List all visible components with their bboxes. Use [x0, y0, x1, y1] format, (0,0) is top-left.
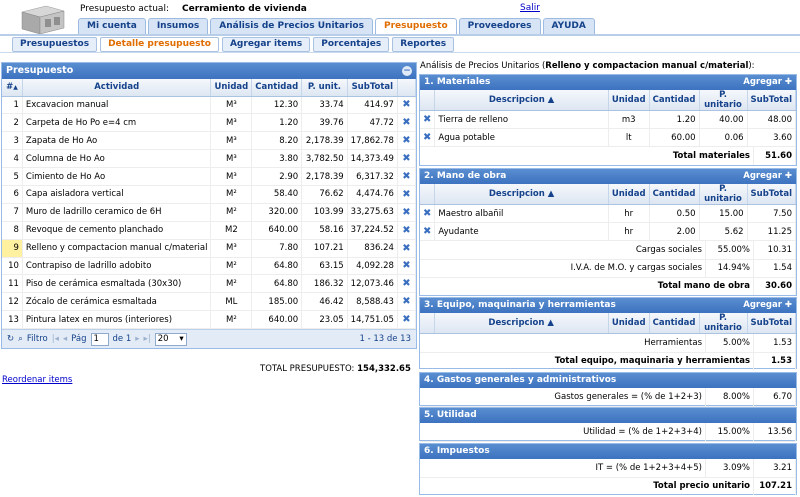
table-row[interactable] [2, 114, 416, 132]
cargas-label: Cargas sociales [420, 241, 706, 259]
row-unidad: M³ [211, 150, 252, 168]
delete-icon[interactable]: ✖ [420, 129, 435, 147]
row-number: 8 [2, 221, 22, 239]
item-unidad: hr [608, 223, 649, 241]
first-page-icon[interactable]: |◂ [51, 334, 59, 344]
row-cantidad: 2.90 [252, 168, 302, 186]
delete-icon[interactable]: ✖ [397, 114, 415, 132]
utilidad-label: Utilidad = (% de 1+2+3+4) [420, 423, 706, 441]
row-cantidad: 640.00 [252, 311, 302, 329]
row-punit: 63.15 [302, 257, 348, 275]
sort-arrow-icon: ▲ [13, 84, 18, 92]
col-cantidad[interactable]: Cantidad [252, 79, 302, 96]
row-punit: 46.42 [302, 293, 348, 311]
reorder-items-link[interactable]: Reordenar items [2, 375, 73, 385]
delete-icon[interactable]: ✖ [397, 203, 415, 221]
table-row[interactable] [2, 132, 416, 150]
budget-panel-header [2, 63, 416, 79]
row-number: 6 [2, 185, 22, 203]
table-row[interactable] [2, 275, 416, 293]
budget-total-label: TOTAL PRESUPUESTO: [260, 364, 355, 374]
row-actividad: Zapata de Ho Ao [22, 132, 211, 150]
row-punit: 107.21 [302, 239, 348, 257]
materiales-total-value: 51.60 [754, 147, 796, 165]
delete-icon[interactable]: ✖ [397, 185, 415, 203]
table-row[interactable] [2, 185, 416, 203]
row-actividad: Revoque de cemento planchado [22, 221, 211, 239]
it-pct: 3.09% [706, 459, 754, 477]
row-unidad: ML [211, 293, 252, 311]
delete-icon[interactable]: ✖ [397, 96, 415, 114]
budget-total [260, 364, 411, 374]
row-subtotal: 47.72 [347, 114, 397, 132]
budget-total-value: 154,332.65 [357, 364, 411, 374]
delete-icon[interactable]: ✖ [397, 293, 415, 311]
row-subtotal: 836.24 [347, 239, 397, 257]
tab-divider [0, 34, 800, 36]
collapse-icon[interactable]: − [403, 66, 411, 76]
prev-page-icon[interactable]: ◂ [62, 334, 68, 344]
tab-analisis[interactable]: Análisis de Precios Unitarios [210, 18, 373, 35]
row-punit: 2,178.39 [302, 168, 348, 186]
row-unidad: M³ [211, 96, 252, 114]
item-descripcion: Maestro albañil [435, 205, 608, 223]
tab-ayuda[interactable]: AYUDA [543, 18, 595, 35]
col-num[interactable]: #▲ [2, 79, 22, 96]
row-punit: 23.05 [302, 311, 348, 329]
row-unidad: M³ [211, 132, 252, 150]
mano-obra-title: 2. Mano de obra [424, 171, 507, 181]
mano-obra-total-value: 30.60 [754, 277, 796, 295]
table-row[interactable] [2, 150, 416, 168]
item-descripcion: Ayudante [435, 223, 608, 241]
row-punit: 33.74 [302, 96, 348, 114]
row-cantidad: 7.80 [252, 239, 302, 257]
herramientas-value: 1.53 [754, 334, 796, 352]
row-punit: 39.76 [302, 114, 348, 132]
row-number: 3 [2, 132, 22, 150]
row-actividad: Excavacion manual [22, 96, 211, 114]
col-actividad[interactable]: Actividad [22, 79, 211, 96]
apu-heading: Análisis de Precios Unitarios (Relleno y compactacion manual c/material): [420, 61, 755, 71]
list-item[interactable] [420, 223, 796, 241]
row-number: 5 [2, 168, 22, 186]
subtab-detalle[interactable]: Detalle presupuesto [100, 37, 219, 52]
row-actividad: Columna de Ho Ao [22, 150, 211, 168]
it-label: IT = (% de 1+2+3+4+5) [420, 459, 706, 477]
delete-icon[interactable]: ✖ [397, 150, 415, 168]
col-subtotal[interactable]: SubTotal [347, 79, 397, 96]
row-subtotal: 14,373.49 [347, 150, 397, 168]
equipo-total-label: Total equipo, maquinaria y herramientas [420, 352, 754, 370]
tab-mi-cuenta[interactable]: Mi cuenta [78, 18, 146, 35]
table-row[interactable] [2, 221, 416, 239]
iva-pct: 14.94% [706, 259, 754, 277]
sub-tabs [12, 37, 454, 52]
row-unidad: M² [211, 311, 252, 329]
row-unidad: M³ [211, 114, 252, 132]
table-row[interactable] [2, 311, 416, 329]
col-punit[interactable]: P. unit. [302, 79, 348, 96]
row-subtotal: 414.97 [347, 96, 397, 114]
pager-info: 1 - 13 de 13 [359, 334, 411, 344]
row-number: 12 [2, 293, 22, 311]
item-cantidad: 1.20 [649, 111, 699, 129]
row-subtotal: 14,751.05 [347, 311, 397, 329]
page-of-label: de 1 [112, 334, 132, 344]
subtab-porcentajes[interactable]: Porcentajes [313, 37, 389, 52]
row-unidad: M² [211, 185, 252, 203]
delete-icon[interactable]: ✖ [397, 275, 415, 293]
row-unidad: M² [211, 257, 252, 275]
table-row[interactable] [2, 168, 416, 186]
row-actividad: Cimiento de Ho Ao [22, 168, 211, 186]
col-descripcion: Descripcion ▲ [435, 90, 608, 111]
item-descripcion: Tierra de relleno [435, 111, 608, 129]
list-item[interactable] [420, 205, 796, 223]
item-cantidad: 2.00 [649, 223, 699, 241]
row-unidad: M³ [211, 239, 252, 257]
item-subtotal: 7.50 [747, 205, 795, 223]
tab-presupuesto[interactable]: Presupuesto [375, 18, 457, 35]
table-row[interactable] [2, 203, 416, 221]
materiales-table: Descripcion ▲ Unidad Cantidad P. unitario SubTotal ✖ Tierra de relleno m3 1.20 40.00 48.00 ✖ Agua potable lt 60.00 0.06 3.60 [420, 90, 796, 147]
row-cantidad: 1.20 [252, 114, 302, 132]
item-cantidad: 60.00 [649, 129, 699, 147]
subtab-divider [0, 52, 800, 53]
logout-link[interactable]: Salir [520, 3, 540, 13]
row-subtotal: 12,073.46 [347, 275, 397, 293]
item-punit: 5.62 [699, 223, 747, 241]
row-subtotal: 37,224.52 [347, 221, 397, 239]
row-cantidad: 3.80 [252, 150, 302, 168]
utilidad-title: 5. Utilidad [424, 410, 477, 420]
item-subtotal: 11.25 [747, 223, 795, 241]
gastos-panel [419, 372, 797, 406]
subtab-agregar-items[interactable]: Agregar items [222, 37, 310, 52]
utilidad-value: 13.56 [754, 423, 796, 441]
iva-value: 1.54 [754, 259, 796, 277]
col-unidad[interactable]: Unidad [211, 79, 252, 96]
row-actividad: Zócalo de cerámica esmaltada [22, 293, 211, 311]
row-actividad: Capa aisladora vertical [22, 185, 211, 203]
table-row[interactable] [2, 96, 416, 114]
current-budget-label: Presupuesto actual: [80, 4, 169, 14]
herramientas-label: Herramientas [420, 334, 706, 352]
pager-bar [2, 329, 416, 348]
row-subtotal: 6,317.32 [347, 168, 397, 186]
gastos-title: 4. Gastos generales y administrativos [424, 375, 617, 385]
delete-icon[interactable]: ✖ [397, 257, 415, 275]
item-unidad: hr [608, 205, 649, 223]
row-actividad: Relleno y compactacion manual c/material [22, 239, 211, 257]
row-actividad: Contrapiso de ladrillo adobito [22, 257, 211, 275]
item-punit: 0.06 [699, 129, 747, 147]
row-punit: 58.16 [302, 221, 348, 239]
row-unidad: M³ [211, 168, 252, 186]
row-cantidad: 640.00 [252, 221, 302, 239]
row-subtotal: 4,092.28 [347, 257, 397, 275]
delete-icon[interactable]: ✖ [420, 111, 435, 129]
current-budget-name: Cerramiento de vivienda [182, 4, 307, 14]
table-row[interactable] [2, 239, 416, 257]
logo-block-icon [18, 2, 68, 36]
row-number: 7 [2, 203, 22, 221]
row-cantidad: 185.00 [252, 293, 302, 311]
row-punit: 76.62 [302, 185, 348, 203]
row-number: 11 [2, 275, 22, 293]
row-cantidad: 320.00 [252, 203, 302, 221]
row-punit: 3,782.50 [302, 150, 348, 168]
delete-icon[interactable]: ✖ [397, 311, 415, 329]
filter-icon[interactable]: ⌕ [18, 334, 23, 344]
row-actividad: Pintura latex en muros (interiores) [22, 311, 211, 329]
item-unidad: lt [608, 129, 649, 147]
row-subtotal: 4,474.76 [347, 185, 397, 203]
materiales-total-label: Total materiales [420, 147, 754, 165]
utilidad-panel [419, 407, 797, 441]
list-item[interactable] [420, 111, 796, 129]
page-input[interactable]: 1 [91, 333, 109, 346]
budget-table [2, 79, 416, 329]
impuestos-panel [419, 443, 797, 495]
main-tabs [78, 18, 595, 35]
filter-label[interactable]: Filtro [26, 334, 48, 344]
row-number: 9 [2, 239, 22, 257]
mano-obra-table: Descripcion ▲ Unidad Cantidad P. unitario SubTotal ✖ Maestro albañil hr 0.50 15.00 7.50 ✖ Ayudante hr 2.00 5.62 11.25 [420, 184, 796, 241]
refresh-icon[interactable]: ↻ [7, 334, 15, 344]
row-number: 2 [2, 114, 22, 132]
tab-insumos[interactable]: Insumos [148, 18, 208, 35]
table-row[interactable] [2, 257, 416, 275]
row-unidad: M² [211, 203, 252, 221]
gastos-pct: 8.00% [706, 388, 754, 406]
item-cantidad: 0.50 [649, 205, 699, 223]
delete-icon[interactable]: ✖ [397, 221, 415, 239]
herramientas-pct: 5.00% [706, 334, 754, 352]
item-descripcion: Agua potable [435, 129, 608, 147]
cargas-value: 10.31 [754, 241, 796, 259]
delete-icon[interactable]: ✖ [420, 223, 435, 241]
subtab-presupuestos[interactable]: Presupuestos [12, 37, 97, 52]
row-number: 13 [2, 311, 22, 329]
iva-label: I.V.A. de M.O. y cargas sociales [420, 259, 706, 277]
mano-obra-total-label: Total mano de obra [420, 277, 754, 295]
row-subtotal: 33,275.63 [347, 203, 397, 221]
equipo-panel: 3. Equipo, maquinaria y herramientas Agregar ✚ Descripcion ▲ Unidad Cantidad P. unitario SubTotal Herramientas 5.00% 1.53 Total equipo, maquinaria y herramientas 1.53 [419, 297, 797, 369]
delete-icon[interactable]: ✖ [420, 205, 435, 223]
row-number: 4 [2, 150, 22, 168]
last-page-icon[interactable]: ▸| [143, 334, 151, 344]
col-delete [397, 79, 415, 96]
precio-unitario-total-label: Total precio unitario [420, 477, 754, 495]
item-punit: 40.00 [699, 111, 747, 129]
delete-icon[interactable]: ✖ [397, 132, 415, 150]
row-unidad: M2 [211, 221, 252, 239]
gastos-value: 6.70 [754, 388, 796, 406]
equipo-total-value: 1.53 [754, 352, 796, 370]
item-subtotal: 3.60 [747, 129, 795, 147]
add-material-button[interactable]: Agregar ✚ [743, 77, 792, 87]
row-punit: 186.32 [302, 275, 348, 293]
row-cantidad: 64.80 [252, 275, 302, 293]
page-label: Pág [71, 334, 87, 344]
row-cantidad: 58.40 [252, 185, 302, 203]
mano-obra-panel [419, 168, 797, 296]
row-subtotal: 17,862.78 [347, 132, 397, 150]
subtab-reportes[interactable]: Reportes [392, 37, 454, 52]
budget-panel [1, 62, 417, 349]
item-punit: 15.00 [699, 205, 747, 223]
row-number: 10 [2, 257, 22, 275]
row-punit: 103.99 [302, 203, 348, 221]
row-actividad: Carpeta de Ho Po e=4 cm [22, 114, 211, 132]
cargas-pct: 55.00% [706, 241, 754, 259]
row-actividad: Piso de cerámica esmaltada (30x30) [22, 275, 211, 293]
row-number: 1 [2, 96, 22, 114]
row-cantidad: 8.20 [252, 132, 302, 150]
add-mano-obra-button[interactable]: Agregar ✚ [743, 171, 792, 181]
row-cantidad: 12.30 [252, 96, 302, 114]
utilidad-pct: 15.00% [706, 423, 754, 441]
list-item[interactable] [420, 129, 796, 147]
table-row[interactable] [2, 293, 416, 311]
item-unidad: m3 [608, 111, 649, 129]
precio-unitario-total-value: 107.21 [754, 477, 796, 495]
it-value: 3.21 [754, 459, 796, 477]
chevron-down-icon: ▾ [179, 333, 184, 344]
materiales-panel [419, 74, 797, 166]
row-subtotal: 8,588.43 [347, 293, 397, 311]
impuestos-title: 6. Impuestos [424, 446, 490, 456]
per-page-select[interactable]: 20 ▾ [155, 333, 187, 346]
equipo-title: 3. Equipo, maquinaria y herramientas [424, 300, 616, 310]
budget-panel-title: Presupuesto [6, 65, 74, 76]
delete-icon[interactable]: ✖ [397, 239, 415, 257]
row-punit: 2,178.39 [302, 132, 348, 150]
delete-icon[interactable]: ✖ [397, 168, 415, 186]
row-actividad: Muro de ladrillo ceramico de 6H [22, 203, 211, 221]
apu-item-name: Relleno y compactacion manual c/material [545, 61, 749, 71]
next-page-icon[interactable]: ▸ [135, 334, 140, 344]
item-subtotal: 48.00 [747, 111, 795, 129]
tab-proveedores[interactable]: Proveedores [459, 18, 541, 35]
row-unidad: M² [211, 275, 252, 293]
gastos-label: Gastos generales = (% de 1+2+3) [420, 388, 706, 406]
materiales-title: 1. Materiales [424, 77, 491, 87]
add-equipo-button[interactable]: Agregar ✚ [743, 300, 792, 310]
row-cantidad: 64.80 [252, 257, 302, 275]
